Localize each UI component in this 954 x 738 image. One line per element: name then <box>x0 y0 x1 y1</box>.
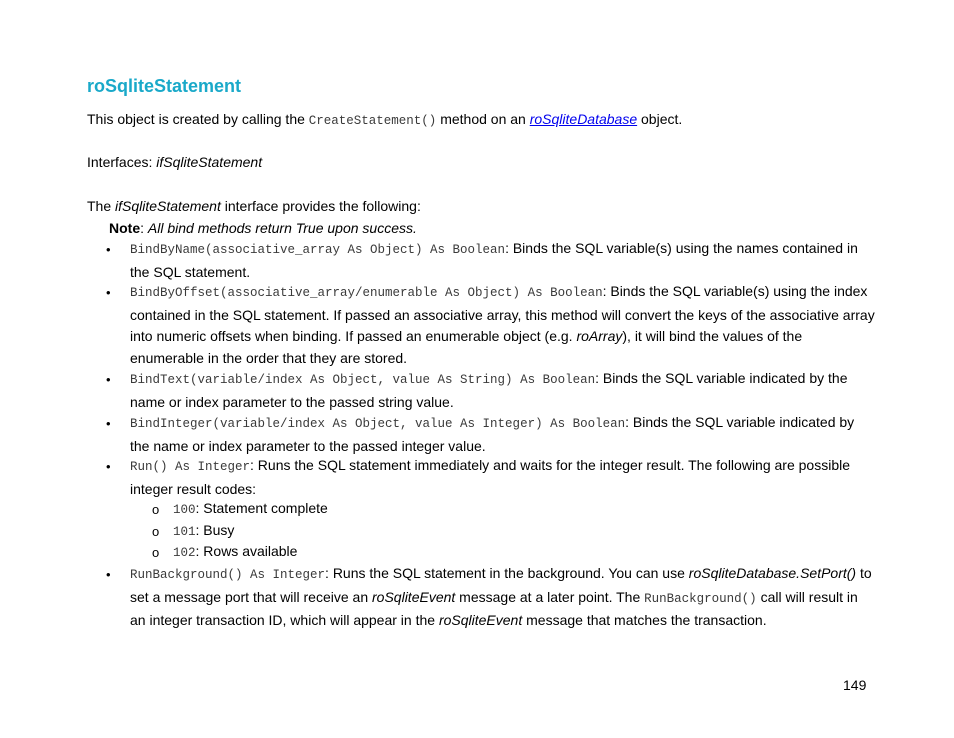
rosqliteevent-ref: roSqliteEvent <box>438 612 523 628</box>
result-code-desc: : Rows available <box>195 543 298 559</box>
note-text: All bind methods return True upon success. <box>147 220 417 236</box>
method-description: message at a later point. The <box>455 588 645 605</box>
rosqlitedatabase-link[interactable]: roSqliteDatabase <box>529 111 638 127</box>
method-description: : Binds the SQL variable indicated by the name or index parameter to the passed integer value. <box>130 414 855 454</box>
method-description: : Binds the SQL variable(s) using the index contained in the SQL statement. If passed an associative array, this method will convert the keys of the associative array into numeric offsets when binding. If passed an enumerable object (e.g. <box>130 283 875 344</box>
setport-ref: roSqliteDatabase.SetPort() <box>688 565 857 581</box>
method-bindbyoffset <box>130 281 875 369</box>
method-signature: BindByOffset(associative_array/enumerable As Object) As Boolean <box>130 286 603 300</box>
method-run <box>130 455 875 500</box>
provides-line <box>87 197 421 215</box>
bullet-marker: • <box>106 459 111 474</box>
method-signature: RunBackground() As Integer <box>130 568 326 582</box>
note-line <box>109 219 417 237</box>
result-code-item <box>173 520 234 544</box>
result-code: 100 <box>173 503 196 517</box>
method-description: : Binds the SQL variable indicated by the name or index parameter to the passed string value. <box>130 370 848 410</box>
method-description: : Binds the SQL variable(s) using the names contained in the SQL statement. <box>130 240 858 280</box>
provides-post: interface provides the following: <box>220 198 421 214</box>
intro-text: This object is created by calling the <box>87 111 309 127</box>
create-statement-code: CreateStatement() <box>308 114 437 128</box>
interfaces-value: ifSqliteStatement <box>156 154 263 170</box>
method-signature: BindByName(associative_array As Object) As Boolean <box>130 243 506 257</box>
result-code: 102 <box>173 546 196 560</box>
bullet-marker: • <box>106 285 111 300</box>
method-description: message that matches the transaction. <box>522 612 767 628</box>
sub-bullet-marker: o <box>152 545 160 560</box>
roarray-ref: roArray <box>576 328 623 344</box>
sub-bullet-marker: o <box>152 524 160 539</box>
intro-text-mid: method on an <box>436 111 530 127</box>
interfaces-line <box>87 153 262 171</box>
provides-pre: The <box>87 198 116 214</box>
method-description: : Runs the SQL statement in the background. You can use <box>325 565 689 581</box>
method-description: to set a message port that will receive an <box>130 565 872 605</box>
bullet-marker: • <box>106 242 111 257</box>
method-description-end: ), it will bind the values of the enumerable in the order that they are stored. <box>130 328 803 366</box>
method-bindbyname <box>130 238 875 283</box>
result-code-item <box>173 498 328 522</box>
method-signature: BindInteger(variable/index As Object, value As Integer) As Boolean <box>130 417 626 431</box>
result-code-desc: : Statement complete <box>195 500 328 516</box>
method-runbackground <box>130 563 875 632</box>
intro-text-post: object. <box>637 111 683 127</box>
result-code-item <box>173 541 297 565</box>
bullet-marker: • <box>106 567 111 582</box>
method-signature: Run() As Integer <box>130 460 251 474</box>
rosqliteevent-ref: roSqliteEvent <box>372 588 456 605</box>
intro-paragraph <box>87 110 682 130</box>
page-number: 149 <box>843 677 867 693</box>
bullet-marker: • <box>106 416 111 431</box>
note-label: Note <box>109 220 141 236</box>
sub-bullet-marker: o <box>152 502 160 517</box>
interfaces-label: Interfaces: <box>87 154 157 170</box>
runbackground-code: RunBackground() <box>644 591 757 606</box>
result-code-desc: : Busy <box>195 522 235 538</box>
provides-interface-name: ifSqliteStatement <box>115 198 221 214</box>
method-bindinteger <box>130 412 875 457</box>
note-sep: : <box>140 220 148 236</box>
method-signature: BindText(variable/index As Object, value As String) As Boolean <box>130 373 596 387</box>
page-title: roSqliteStatement <box>87 76 242 96</box>
bullet-marker: • <box>106 372 111 387</box>
method-description: : Runs the SQL statement immediately and waits for the integer result. The following are possible integer result codes: <box>130 457 851 497</box>
method-description: call will result in an integer transaction ID, which will appear in the <box>130 588 858 628</box>
result-code: 101 <box>173 525 196 539</box>
method-bindtext <box>130 368 875 413</box>
